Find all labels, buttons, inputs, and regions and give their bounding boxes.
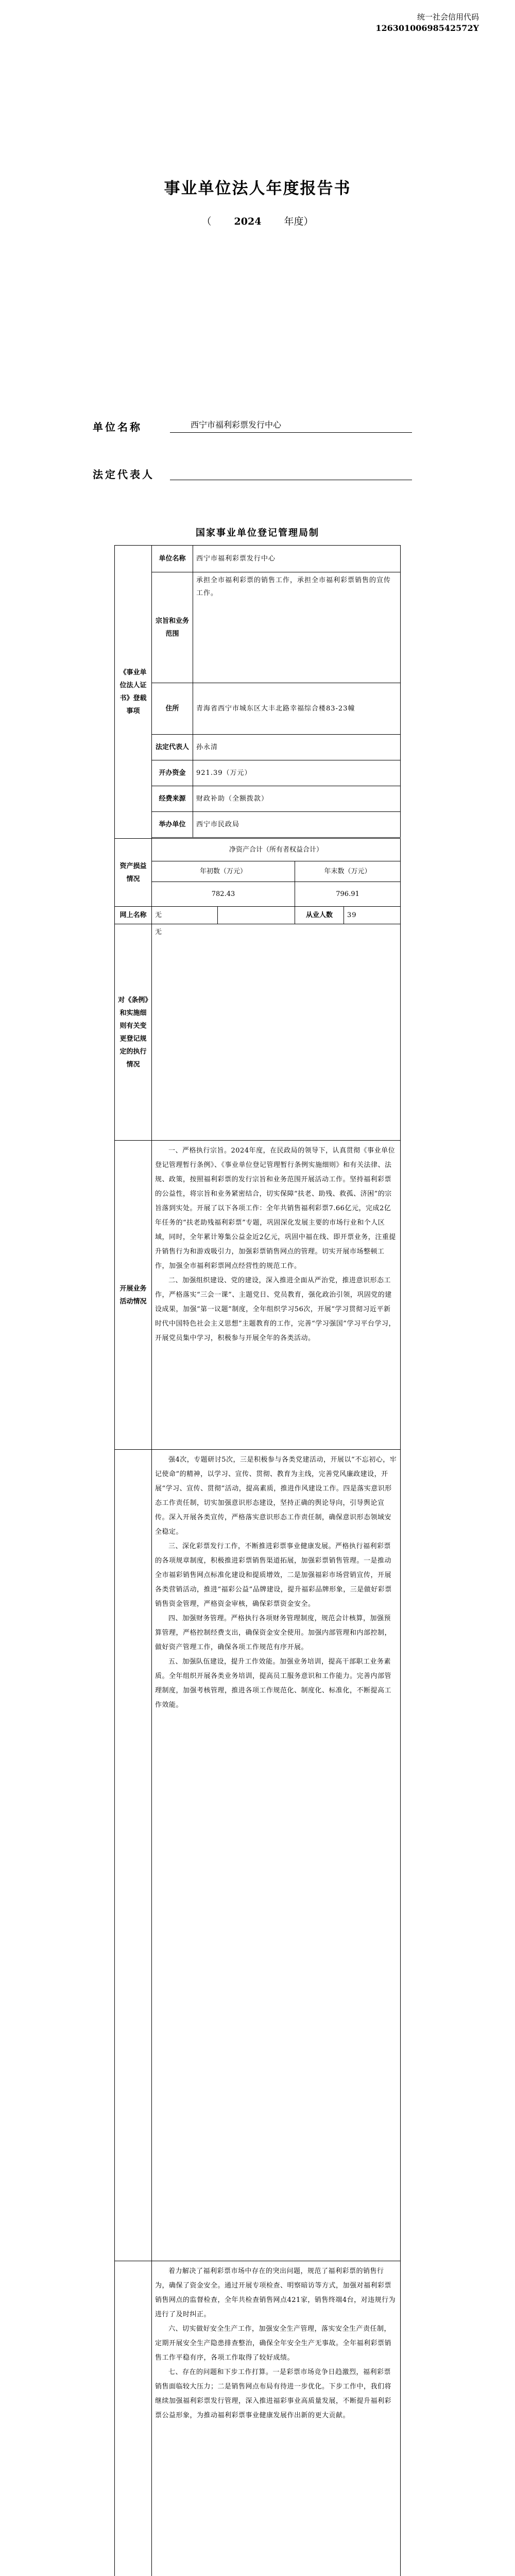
business-paragraph: 强4次，专题研讨5次，三是积极参与各类党建活动，开展以“不忘初心，牢记使命”的精神，以学习、宣传、贯彻、教育为主线，完善党风廉政建设，开展“学习、宣传、贯彻”活动，提高素质，推进作风建设工作。四是落实意识形态工作责任制，切实加强意识形态建设，坚持正确的舆论导向，引导舆论宣传。深入开展各类宣传，严格落实意识形态工作责任制，确保意识形态领域安全稳定。 <box>155 1456 397 1536</box>
web-value: 无 <box>152 907 218 924</box>
unit-name-value: 西宁市福利彩票发行中心 <box>170 417 412 433</box>
business-paragraph: 二、加强组织建设、党的建设，深入推进全面从严治党，推进意识形态工作，严格落实“三会一课”、主题党日、党员教育，强化政治引领，巩固党的建设成果，加强“第一议题”制度，全年组织学习56次，开展“学习贯彻习近平新时代中国特色社会主义思想”主题教育的工作，完善“学习强国”学习平台学习，开展党员集中学习，积极参与开展全年的各类活动。 <box>155 1277 396 1342</box>
end-value: 796.91 <box>295 882 401 907</box>
net-assets-label: 净资产合计（所有者权益合计） <box>152 839 401 861</box>
issuer-caption: 国家事业单位登记管理局制 <box>196 528 319 538</box>
sponsor-label: 举办单位 <box>152 812 193 838</box>
legal-rep-value <box>170 465 412 480</box>
source-value: 财政补助（全额拨款） <box>193 786 401 812</box>
begin-value: 782.43 <box>152 882 295 907</box>
credit-code-label: 统一社会信用代码 <box>417 12 479 22</box>
business-label: 开展业务活动情况 <box>115 1141 152 1450</box>
business-paragraph: 六、切实做好安全生产工作，加强安全生产管理，落实安全生产责任制，定期开展安全生产隐患排查整治，确保全年安全生产无事故。全年福利彩票销售工作平稳有序，各项工作取得了较好成绩。 <box>155 2325 392 2362</box>
business-content-page3 <box>152 2261 401 2576</box>
report-year <box>0 214 515 228</box>
business-paragraph: 三、深化彩票发行工作，不断推进彩票事业健康发展。严格执行福利彩票的各项规章制度，积极推进彩票销售渠道拓展，加强彩票销售管理。一是推动全市福彩销售网点标准化建设和提质增效，二是加强福彩市场营销宣传，开展各类营销活动，推进“福彩公益”品牌建设，提升福彩品牌形象，三是做好彩票销售资金管理，严格资金审核，确保彩票资金安全。 <box>155 1543 392 1608</box>
credit-code: 12630100698542572Y <box>375 23 479 33</box>
unit-name-label: 单位名称 <box>93 421 142 433</box>
year-value: 2024 <box>234 216 262 227</box>
report-title: 事业单位法人年度报告书 <box>164 179 351 198</box>
cert-section-label: 《事业单位法人证书》登载事项 <box>115 546 152 839</box>
purpose-value: 承担全市福利彩票的销售工作，承担全市福利彩票销售的宣传工作。 <box>193 572 401 683</box>
begin-label: 年初数（万元） <box>152 861 295 882</box>
web-label: 网上名称 <box>115 907 152 924</box>
business-paragraph: 五、加强队伍建设，提升工作效能。加强业务培训，提高干部职工业务素质。全年组织开展各类业务培训，提高员工服务意识和工作能力。完善内部管理制度，加强考核管理，推进各项工作规范化、制度化、标准化，不断提高工作效能。 <box>155 1658 392 1709</box>
assets-label: 资产损益情况 <box>115 839 152 907</box>
staff-label: 从业人数 <box>295 907 344 924</box>
fund-label: 开办资金 <box>152 760 193 786</box>
year-suffix: 年度） <box>284 216 314 227</box>
compliance-value: 无 <box>152 924 401 1141</box>
legal-value: 孙永清 <box>193 735 401 760</box>
fund-value: 921.39（万元） <box>193 760 401 786</box>
year-open: （ <box>201 216 212 227</box>
business-paragraph: 一、严格执行宗旨。2024年度，在民政局的领导下，认真贯彻《事业单位登记管理暂行条例》、《事业单位登记管理暂行条例实施细则》和有关法律、法规、政策，按照福利彩票的发行宗旨和业务范围开展活动工作。坚持福利彩票的公益性，将宗旨和业务紧密结合，切实保障“扶老、助残、救孤、济困”的宗旨落到实处。开展了以下各项工作：全年共销售福利彩票7.66亿元，完成2亿年任务的“扶老助残福利彩票”专题，巩固深化发展主要的市场行业和个人区域，同时，全年累计筹集公益金近2亿元，巩固中福在线、即开票业务，注重提升销售行为和游戏吸引力，加强彩票销售网点的管理。切实开展市场整顿工作，加强全市福利彩票网点经营性的规范工作。 <box>155 1147 396 1270</box>
business-paragraph: 七、存在的问题和下步工作打算。一是彩票市场竞争日趋激烈，福利彩票销售面临较大压力；二是销售网点布局有待进一步优化。下步工作中，我们将继续加强福利彩票发行管理，深入推进福彩事业高质量发展，不断提升福利彩票公益形象，为推动福利彩票事业健康发展作出新的更大贡献。 <box>155 2368 392 2419</box>
business-paragraph: 着力解决了福利彩票市场中存在的突出问题，规范了福利彩票的销售行为，确保了资金安全。通过开展专项检查、明察暗访等方式，加强对福利彩票销售网点的监督检查，全年共检查销售网点421家，销售终端4台，对违规行为进行了及时纠正。 <box>155 2267 396 2318</box>
address-label: 住所 <box>152 683 193 735</box>
business-content <box>152 1141 401 1450</box>
report-table <box>114 545 401 2576</box>
credit-code-block <box>375 11 479 34</box>
business-paragraph: 四、加强财务管理。严格执行各项财务管理制度，规范会计核算，加强预算管理，严格控制经费支出，确保资金安全使用。加强内部管理和内部控制，做好资产管理工作，确保各项工作规范有序开展。 <box>155 1615 392 1651</box>
legal-rep-label: 法定代表人 <box>93 468 154 481</box>
source-label: 经费来源 <box>152 786 193 812</box>
sponsor-value: 西宁市民政局 <box>193 812 401 838</box>
legal-label: 法定代表人 <box>152 735 193 760</box>
name-value: 西宁市福利彩票发行中心 <box>193 546 401 572</box>
address-value: 青海省西宁市城东区大丰北路幸福综合楼83-23幢 <box>193 683 401 735</box>
staff-value: 39 <box>344 907 401 924</box>
purpose-label: 宗旨和业务范围 <box>152 572 193 683</box>
end-label: 年末数（万元） <box>295 861 401 882</box>
name-label: 单位名称 <box>152 546 193 572</box>
compliance-label: 对《条例》和实施细则有关变更登记规定的执行情况 <box>115 924 152 1141</box>
business-content-page2 <box>152 1450 401 2261</box>
